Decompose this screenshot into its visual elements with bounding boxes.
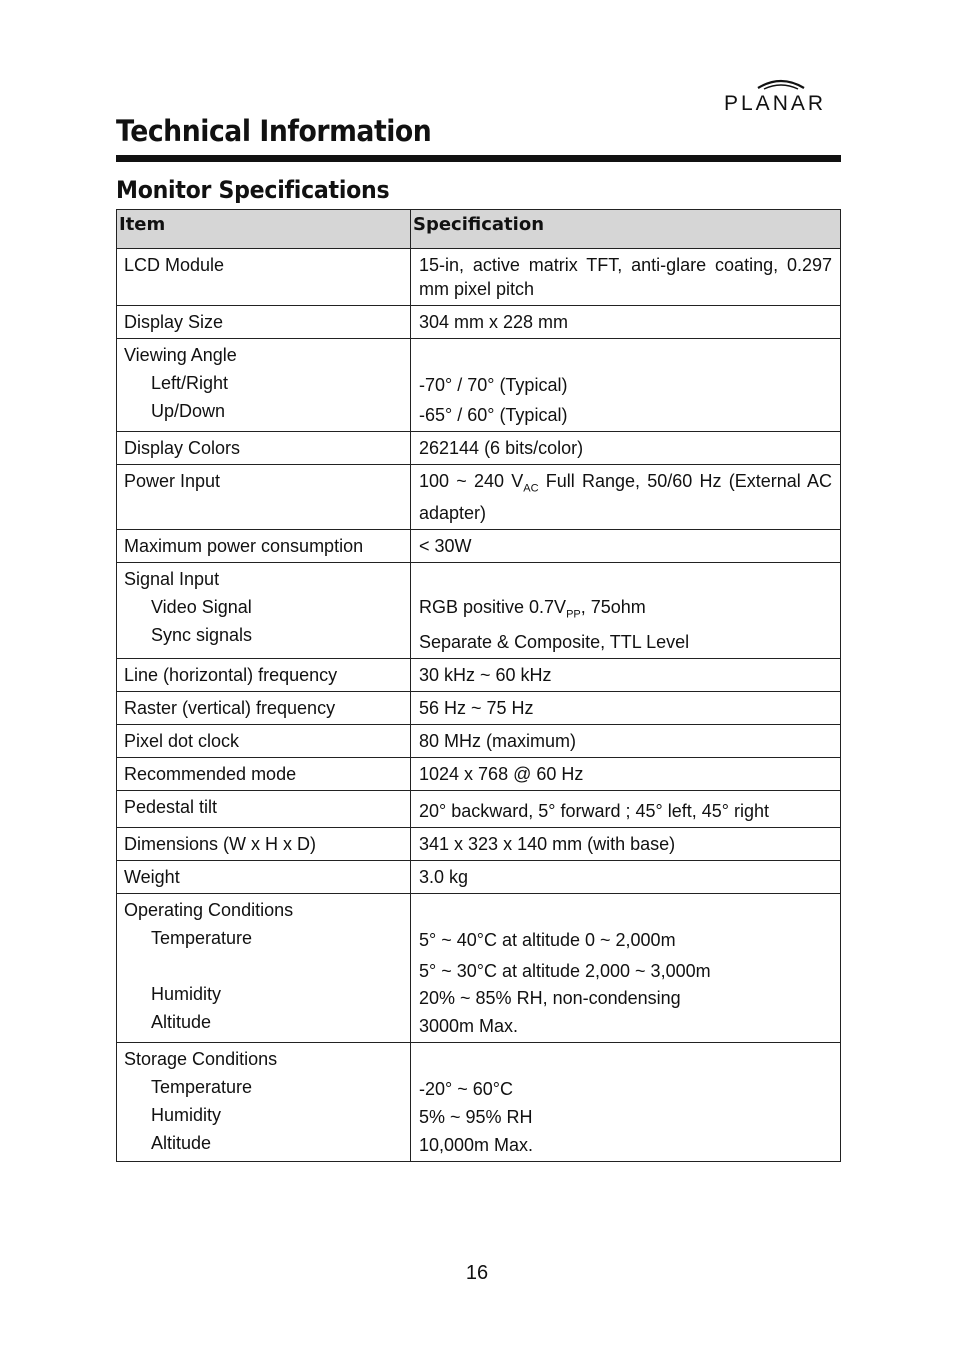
item-cell bbox=[117, 339, 411, 432]
table-header-row bbox=[117, 210, 841, 249]
subscript: AC bbox=[523, 482, 539, 495]
spec-table bbox=[116, 209, 841, 1162]
item-cell: Weight bbox=[117, 861, 411, 894]
item-label: Signal Input bbox=[124, 568, 220, 589]
table-row bbox=[117, 828, 841, 861]
sub-item-label: Temperature bbox=[151, 1077, 253, 1098]
spec-line: 3000m Max. bbox=[419, 1016, 519, 1037]
item-cell bbox=[117, 894, 411, 1043]
spec-cell: 1024 x 768 @ 60 Hz bbox=[411, 758, 841, 791]
spec-cell: 262144 (6 bits/color) bbox=[411, 432, 841, 465]
table-row bbox=[117, 758, 841, 791]
item-cell: Pixel dot clock bbox=[117, 725, 411, 758]
column-header-item: Item bbox=[117, 210, 411, 249]
spec-cell: 341 x 323 x 140 mm (with base) bbox=[411, 828, 841, 861]
item-cell: Display Colors bbox=[117, 432, 411, 465]
spec-text: 100 ~ 240 V bbox=[419, 471, 524, 491]
spec-cell bbox=[411, 894, 841, 1043]
sub-item-label: Sync signals bbox=[151, 624, 253, 645]
item-cell: Maximum power consumption bbox=[117, 529, 411, 562]
sub-item-label: Altitude bbox=[151, 1012, 212, 1033]
item-cell: LCD Module bbox=[117, 249, 411, 306]
spec-line: -65° / 60° (Typical) bbox=[419, 405, 568, 425]
spec-line: 10,000m Max. bbox=[419, 1135, 534, 1156]
page-title: Technical Information bbox=[116, 114, 432, 148]
item-label: Operating Conditions bbox=[124, 900, 294, 921]
sub-item-label: Humidity bbox=[151, 984, 222, 1005]
spec-cell: 20° backward, 5° forward ; 45° left, 45° right bbox=[411, 791, 841, 828]
subscript: PP bbox=[566, 608, 581, 621]
spec-line: 20% ~ 85% RH, non-condensing bbox=[419, 988, 681, 1009]
item-cell: Pedestal tilt bbox=[117, 791, 411, 828]
spec-line: 5° ~ 30°C at altitude 2,000 ~ 3,000m bbox=[419, 961, 711, 982]
column-header-specification: Specification bbox=[411, 210, 841, 249]
spec-cell: 15-in, active matrix TFT, anti-glare coating, 0.297 mm pixel pitch bbox=[411, 249, 841, 306]
sub-item-label: Altitude bbox=[151, 1133, 212, 1154]
item-cell bbox=[117, 1043, 411, 1162]
spec-cell bbox=[411, 562, 841, 659]
table-row bbox=[117, 725, 841, 758]
item-label: Storage Conditions bbox=[124, 1049, 278, 1070]
sub-item-label: Video Signal bbox=[151, 596, 252, 617]
table-row bbox=[117, 465, 841, 530]
spec-cell bbox=[411, 1043, 841, 1162]
spec-text: Full Range, 50/60 Hz (External AC adapter) bbox=[419, 471, 832, 523]
spec-line: Separate & Composite, TTL Level bbox=[419, 632, 690, 653]
spec-line: 5% ~ 95% RH bbox=[419, 1107, 533, 1128]
planar-logo-text: PLANAR bbox=[724, 92, 827, 115]
spec-cell: 304 mm x 228 mm bbox=[411, 306, 841, 339]
spec-cell: 80 MHz (maximum) bbox=[411, 725, 841, 758]
table-row bbox=[117, 562, 841, 659]
spec-cell: 30 kHz ~ 60 kHz bbox=[411, 659, 841, 692]
item-label: Viewing Angle bbox=[124, 345, 237, 365]
table-row bbox=[117, 692, 841, 725]
table-row bbox=[117, 249, 841, 306]
item-cell: Dimensions (W x H x D) bbox=[117, 828, 411, 861]
table-row bbox=[117, 306, 841, 339]
table-row bbox=[117, 659, 841, 692]
spec-cell bbox=[411, 465, 841, 530]
table-row bbox=[117, 432, 841, 465]
item-cell: Display Size bbox=[117, 306, 411, 339]
spec-cell bbox=[411, 339, 841, 432]
item-cell: Line (horizontal) frequency bbox=[117, 659, 411, 692]
table-row bbox=[117, 861, 841, 894]
spec-line: 5° ~ 40°C at altitude 0 ~ 2,000m bbox=[419, 930, 676, 951]
sub-item-label: Up/Down bbox=[151, 401, 226, 421]
planar-arc-logo-icon bbox=[756, 76, 806, 92]
table-row bbox=[117, 339, 841, 432]
planar-logo bbox=[722, 76, 840, 116]
section-title: Monitor Specifications bbox=[116, 176, 390, 204]
spec-line: -70° / 70° (Typical) bbox=[419, 375, 568, 395]
item-cell: Recommended mode bbox=[117, 758, 411, 791]
spec-cell: 56 Hz ~ 75 Hz bbox=[411, 692, 841, 725]
table-row bbox=[117, 894, 841, 1043]
item-cell: Power Input bbox=[117, 465, 411, 530]
spec-cell: < 30W bbox=[411, 529, 841, 562]
title-rule bbox=[116, 155, 841, 162]
spec-cell: 3.0 kg bbox=[411, 861, 841, 894]
item-cell: Raster (vertical) frequency bbox=[117, 692, 411, 725]
table-row bbox=[117, 1043, 841, 1162]
spec-text: , 75ohm bbox=[580, 596, 646, 617]
spec-line: -20° ~ 60°C bbox=[419, 1079, 513, 1100]
item-cell bbox=[117, 562, 411, 659]
table-row bbox=[117, 529, 841, 562]
sub-item-label: Left/Right bbox=[151, 373, 229, 393]
table-row bbox=[117, 791, 841, 828]
sub-item-label: Temperature bbox=[151, 928, 253, 949]
spec-line bbox=[419, 595, 832, 627]
spec-text: RGB positive 0.7V bbox=[419, 596, 567, 617]
page-number: 16 bbox=[465, 1262, 489, 1284]
sub-item-label: Humidity bbox=[151, 1105, 222, 1126]
